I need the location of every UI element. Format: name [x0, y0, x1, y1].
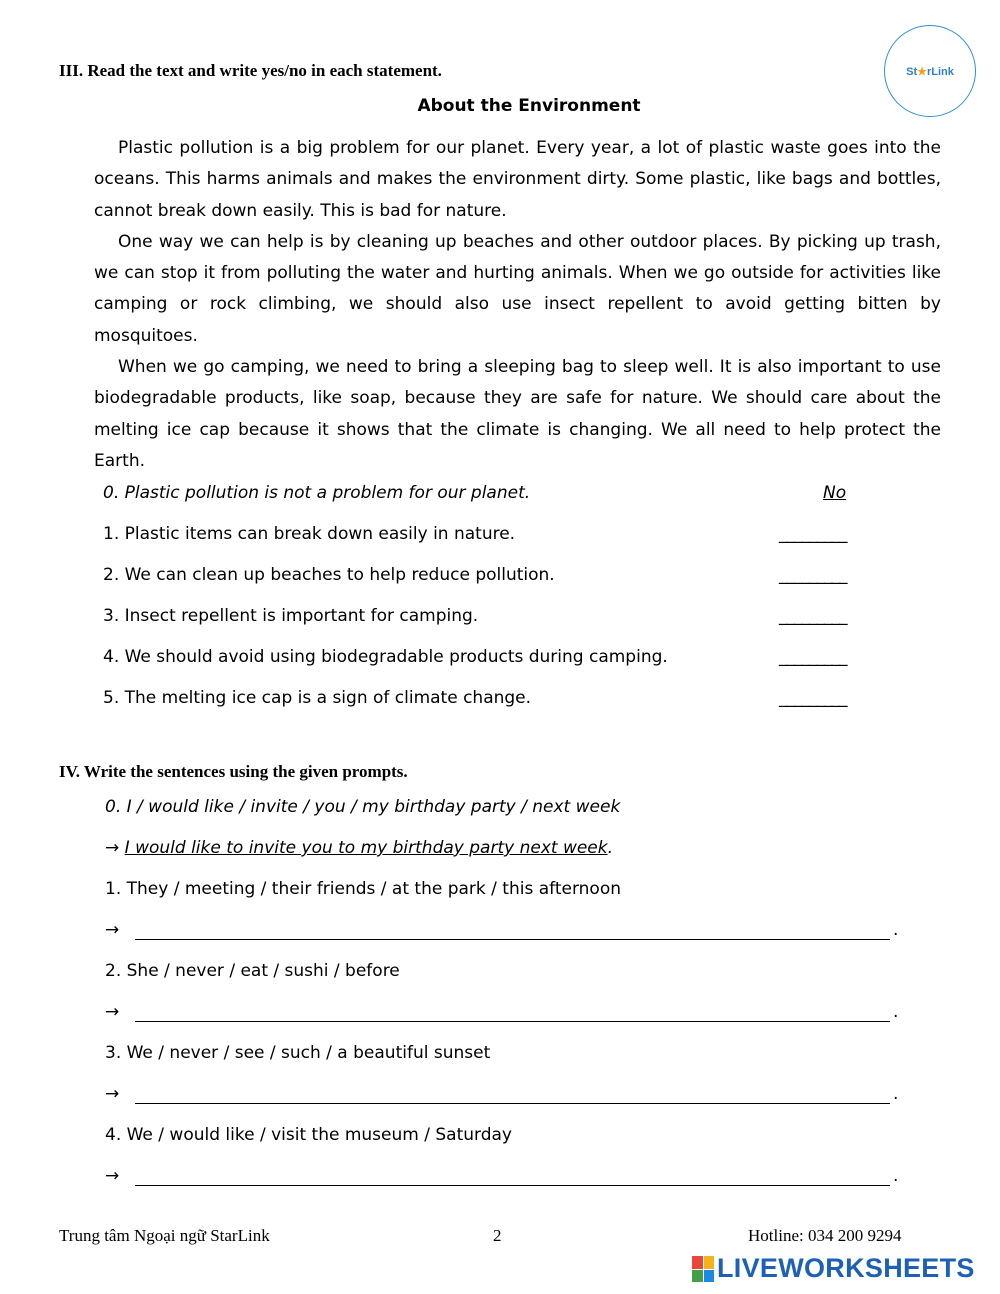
statement-3: 3. Insect repellent is important for camping. — [103, 606, 479, 626]
line-end-period: . — [893, 920, 899, 940]
liveworksheets-badge-icon — [692, 1256, 714, 1282]
page-number: 2 — [493, 1226, 502, 1245]
answer-blank-2[interactable]: _________ — [779, 565, 847, 585]
footer-center-name: Trung tâm Ngoại ngữ StarLink — [59, 1226, 270, 1245]
example-answer-sentence — [105, 838, 613, 858]
logo-text-part1: St — [906, 65, 918, 78]
section4-heading: IV. Write the sentences using the given prompts. — [59, 762, 408, 781]
prompt-3: 3. We / never / see / such / a beautiful sunset — [105, 1043, 491, 1063]
answer-blank-1[interactable]: _________ — [779, 524, 847, 544]
line-end-period: . — [893, 1166, 899, 1186]
statement-4: 4. We should avoid using biodegradable products during camping. — [103, 647, 668, 667]
passage-title: About the Environment — [417, 96, 641, 116]
line-end-period: . — [893, 1084, 899, 1104]
statement-2: 2. We can clean up beaches to help reduce pollution. — [103, 565, 555, 585]
line-end-period: . — [893, 1002, 899, 1022]
prompt-1: 1. They / meeting / their friends / at the park / this afternoon — [105, 879, 621, 899]
prompt-4: 4. We / would like / visit the museum / Saturday — [105, 1125, 512, 1145]
example-prompt: 0. I / would like / invite / you / my birthday party / next week — [105, 797, 621, 817]
logo-text-part2: rLink — [926, 65, 954, 78]
answer-line-2[interactable] — [135, 1020, 890, 1022]
answer-line-4[interactable] — [135, 1184, 890, 1186]
arrow-icon: → — [105, 838, 120, 858]
footer-hotline: Hotline: 034 200 9294 — [748, 1226, 902, 1245]
answer-line-3[interactable] — [135, 1102, 890, 1104]
passage-paragraph: When we go camping, we need to bring a sleeping bag to sleep well. It is also important to use biodegradable products, like soap, because they are safe for nature. We should care about the melting ice cap because it shows that the climate is changing. We all need to help protect the Earth. — [94, 357, 941, 471]
section3-heading: III. Read the text and write yes/no in each statement. — [59, 61, 442, 80]
statement-5: 5. The melting ice cap is a sign of climate change. — [103, 688, 532, 708]
logo-star-icon: ★ — [917, 65, 927, 78]
prompt-2: 2. She / never / eat / sushi / before — [105, 961, 400, 981]
example-answer: No — [823, 483, 847, 503]
arrow-icon: → — [105, 1084, 120, 1104]
passage-paragraph: One way we can help is by cleaning up beaches and other outdoor places. By picking up trash, we can stop it from polluting the water and hurting animals. When we go outside for activities like camping or rock climbing, we should also use insect repellent to avoid getting bitten by mosquitoes. — [94, 231, 941, 346]
passage — [94, 133, 941, 477]
passage-paragraph: Plastic pollution is a big problem for our planet. Every year, a lot of plastic waste goes into the oceans. This harms animals and makes the environment dirty. Some plastic, like bags and bottles, cannot break down easily. This is bad for nature. — [94, 138, 941, 221]
liveworksheets-watermark: LIVEWORKSHEETS — [717, 1253, 975, 1283]
answer-blank-5[interactable]: _________ — [779, 688, 847, 708]
answer-blank-3[interactable]: _________ — [779, 606, 847, 626]
example-statement: 0. Plastic pollution is not a problem for our planet. — [103, 483, 531, 503]
statement-1: 1. Plastic items can break down easily in nature. — [103, 524, 516, 544]
arrow-icon: → — [105, 1002, 120, 1022]
arrow-icon: → — [105, 920, 120, 940]
example-sentence: I would like to invite you to my birthday party next week — [124, 838, 608, 858]
answer-blank-4[interactable]: _________ — [779, 647, 847, 667]
arrow-icon: → — [105, 1166, 120, 1186]
sentence-period: . — [607, 838, 614, 858]
answer-line-1[interactable] — [135, 938, 890, 940]
